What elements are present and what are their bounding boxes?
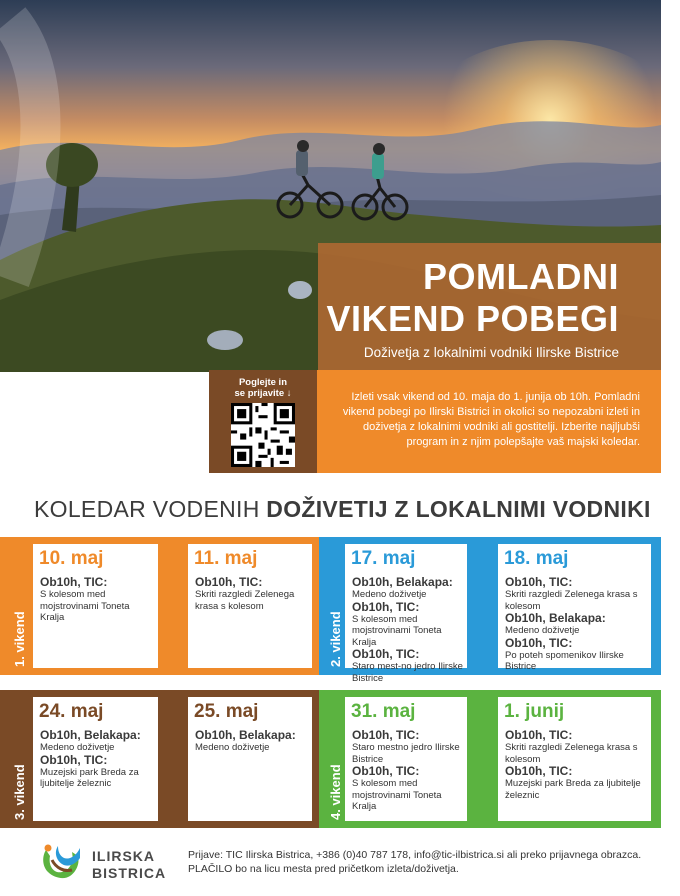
program-time: Ob10h, TIC: <box>505 635 573 650</box>
program-time: Ob10h, TIC: <box>352 728 420 742</box>
qr-code-icon[interactable] <box>231 403 295 467</box>
day-card[interactable] <box>345 697 467 821</box>
day-date: 10. maj <box>39 548 104 569</box>
day-date: 17. maj <box>351 548 416 569</box>
program-time: Ob10h, TIC: <box>505 575 573 589</box>
program-desc: Medeno doživetje <box>352 589 427 600</box>
program-desc: S kolesom med mojstrovinami Toneta Kralja <box>352 613 442 648</box>
program-time: Ob10h, Belakapa: <box>40 728 141 742</box>
week-label-3: 3. vikend <box>12 764 27 820</box>
day-card[interactable] <box>345 544 467 684</box>
day-date: 24. maj <box>39 701 104 722</box>
qr-label: Poglejte in se prijavite ↓ <box>234 377 292 399</box>
program-time: Ob10h, TIC: <box>505 728 573 742</box>
program-desc: Medeno doživetje <box>505 625 580 636</box>
info-panel <box>317 370 661 473</box>
program-time: Ob10h, TIC: <box>505 764 573 778</box>
program-desc: Staro mestno jedro Ilirske Bistrice <box>352 742 460 765</box>
day-card[interactable] <box>188 544 312 668</box>
program-time: Ob10h, TIC: <box>352 647 420 661</box>
calendar-heading-light: KOLEDAR VODENIH <box>34 496 267 522</box>
program-desc: S kolesom med mojstrovinami Toneta Kralja <box>352 778 442 812</box>
program-desc: Medeno doživetje <box>40 742 115 753</box>
program-desc: Muzejski park Breda za ljubitelje železnic <box>505 778 641 801</box>
footer-payment: PLAČILO bo na licu mesta pred pričetkom izleta/doživetja. <box>188 863 459 875</box>
day-program <box>505 576 647 673</box>
day-card[interactable] <box>498 697 651 821</box>
day-card[interactable] <box>33 697 158 821</box>
day-card[interactable] <box>33 544 158 668</box>
day-program <box>40 729 154 790</box>
program-desc: Skriti razgledi Zelenega krasa s kolesom <box>505 742 638 765</box>
qr-panel <box>209 370 317 473</box>
day-date: 18. maj <box>504 548 569 569</box>
program-time: Ob10h, TIC: <box>40 752 108 767</box>
day-date: 1. junij <box>504 701 565 722</box>
program-desc: Medeno doživetje <box>195 742 270 753</box>
logo-text: ILIRSKA BISTRICA <box>92 848 167 881</box>
day-card[interactable] <box>188 697 312 821</box>
program-time: Ob10h, Belakapa: <box>195 728 296 742</box>
program-time: Ob10h, Belakapa: <box>352 575 453 589</box>
day-program <box>195 729 308 754</box>
calendar-heading-bold: DOŽIVETIJ Z LOKALNIMI VODNIKI <box>266 496 651 522</box>
program-time: Ob10h, Belakapa: <box>505 611 606 625</box>
program-desc: Staro mest-no jedro Ilirske Bistrice <box>352 661 463 684</box>
day-card[interactable] <box>498 544 651 672</box>
calendar-heading <box>34 496 651 523</box>
day-program <box>352 729 463 813</box>
program-desc: S kolesom med mojstrovinami Toneta Kralja <box>40 589 130 623</box>
program-desc: Skriti razgledi Zelenega krasa s kolesom <box>195 589 295 612</box>
program-desc: Skriti razgledi Zelenega krasa s kolesom <box>505 589 638 612</box>
day-program <box>40 576 154 624</box>
program-desc: Po poteh spomenikov Ilirske Bistrice <box>505 649 624 672</box>
program-time: Ob10h, TIC: <box>352 599 420 614</box>
week-label-2: 2. vikend <box>328 611 343 667</box>
program-time: Ob10h, TIC: <box>352 764 420 778</box>
hero-subtitle: Doživetja z lokalnimi vodniki Ilirske Bistrice <box>363 345 619 360</box>
day-program <box>505 729 647 801</box>
day-date: 25. maj <box>194 701 259 722</box>
week-label-1: 1. vikend <box>12 611 27 667</box>
program-time: Ob10h, TIC: <box>195 575 263 589</box>
day-program <box>352 576 463 684</box>
info-text: Izleti vsak vikend od 10. maja do 1. junija ob 10h. Pomladni vikend pobegi po Ilirski Bistrici in okolici so nepozabni izleti in doživetja z lokalnimi vodniki ali gostitelji. Izberite najljubši program in z njim polepšajte vaš majski koledar. <box>342 391 640 448</box>
day-date: 11. maj <box>194 548 258 569</box>
ilirska-bistrica-logo-icon <box>40 842 84 882</box>
week-label-4: 4. vikend <box>328 764 343 820</box>
day-program <box>195 576 308 612</box>
program-desc: Muzejski park Breda za ljubitelje železnic <box>40 766 139 789</box>
hero-title-line2: VIKEND POBEGI <box>326 298 619 339</box>
footer-registration: Prijave: TIC Ilirska Bistrica, +386 (0)40 787 178, info@tic-ilbistrica.si ali preko prijavnega obrazca. <box>188 849 642 861</box>
hero-title-line1: POMLADNI <box>423 256 619 297</box>
day-date: 31. maj <box>351 701 416 722</box>
footer-info <box>188 848 648 876</box>
program-time: Ob10h, TIC: <box>40 575 108 589</box>
